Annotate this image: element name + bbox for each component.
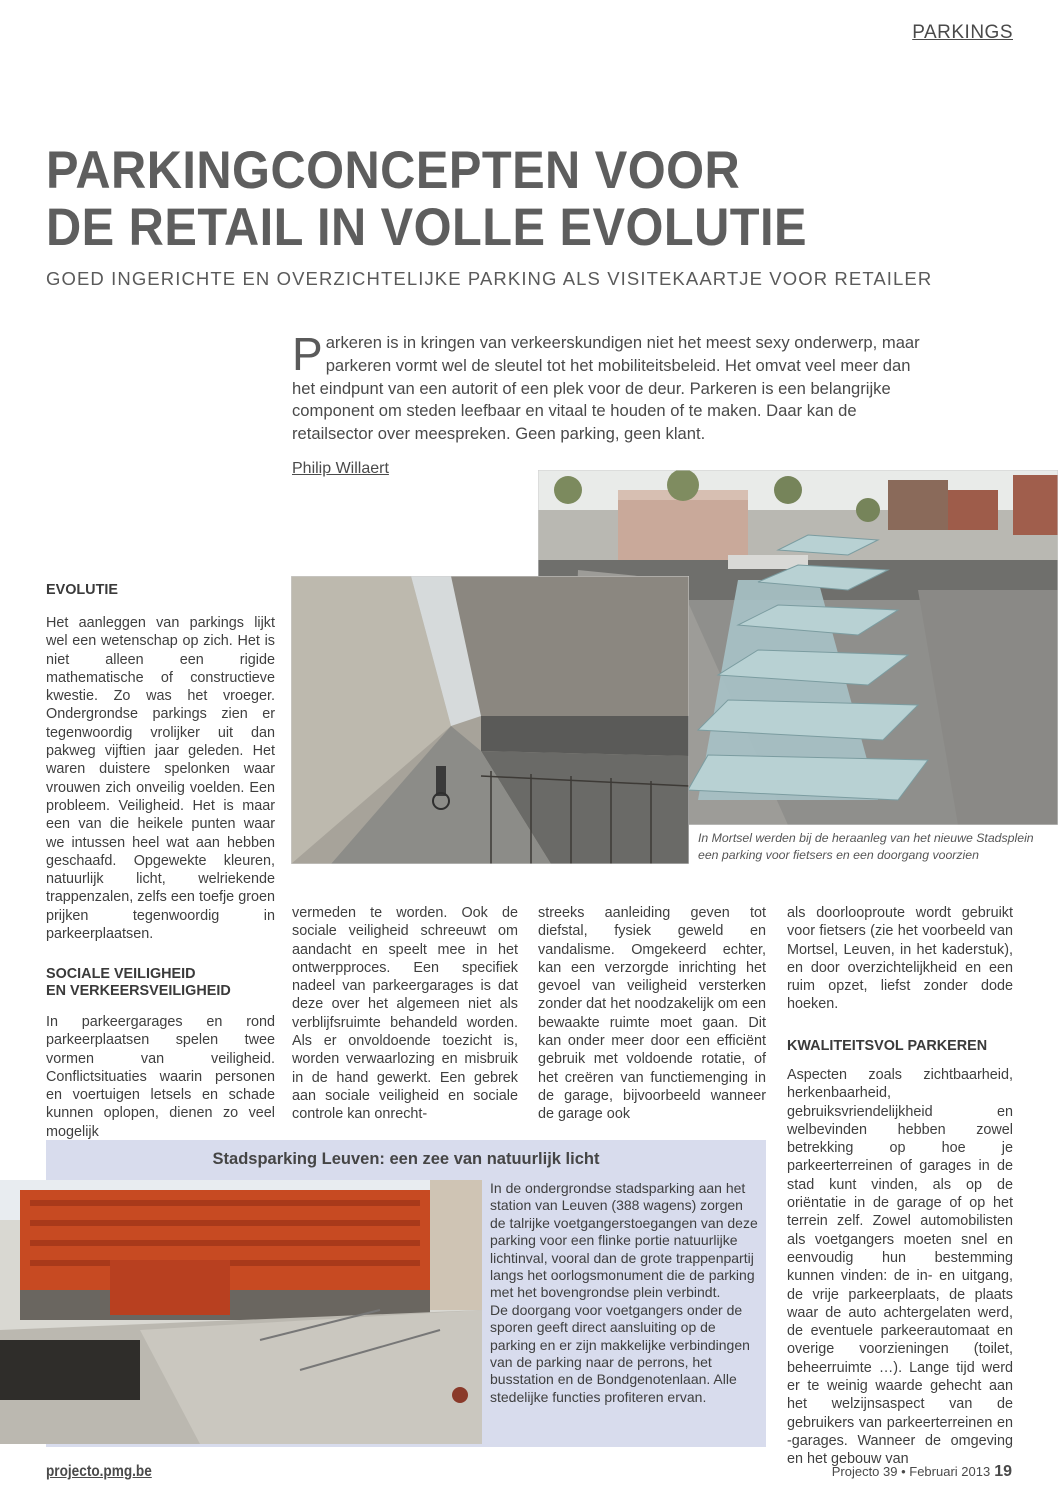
kwaliteit-text: Aspecten zoals zichtbaarheid, herkenbaarheid, gebruiksvriendelijkheid en welbevinden hebben zowel betrekking op hoe je parkeerterreinen of garages in de stad kunt vinden, als op de oriëntatie in de garage of op het terrein zelf. Zowel automobilisten als voetgangers moeten snel en eenvoudig hun bestemming kunnen vinden: de in- en uitgang, de vrije parkeerplaats, de plaats waar de auto achtergelaten werd, de eventuele parkeerautomaat en overige voorzieningen (toilet, beheerruimte …). Lange tijd werd er te weinig waarde gehecht aan het welzijnsaspect van de gebruikers van parkeerterreinen en -garages. Wanneer de omgeving en het gebouw van: [787, 1067, 1013, 1468]
heading-veiligheid: [46, 966, 231, 1000]
intro-paragraph: [292, 328, 932, 446]
title-line-2: DE RETAIL IN VOLLE EVOLUTIE: [46, 198, 808, 257]
article-subtitle: GOED INGERICHTE EN OVERZICHTELIJKE PARKING ALS VISITEKAARTJE VOOR RETAILER: [46, 268, 933, 289]
box-paragraph-2: De doorgang voor voetgangers onder de sporen geeft direct aansluiting op de parking en er zijn makkelijke verbindingen van de parking naar de perrons, het busstation en de Bondgenotenlaan. Alle stedelijke functies profiteren ervan.: [490, 1301, 750, 1405]
section-tag: PARKINGS: [912, 22, 1013, 43]
author-byline: Philip Willaert: [292, 460, 389, 477]
box-title: Stadsparking Leuven: een zee van natuurlijk licht: [212, 1150, 600, 1168]
issue-info: Projecto 39 • Februari 2013: [831, 1464, 991, 1479]
intro-text: arkeren is in kringen van verkeerskundigen niet het meest sexy onderwerp, maar parkeren vormt wel de sleutel tot het mobiliteitsbeleid. Het omvat veel meer dan het eindpunt van een autorit of een plek voor de deur. Parkeren is een belangrijke component om steden leefbaar en vitaal te houden of te maken. Daar kan de retailsector over meespreken. Geen parking, geen klant.: [292, 333, 920, 444]
veiligheid-text: In parkeergarages en rond parkeerplaatsen spelen twee vormen van veiligheid. Conflictsituaties waarin personen en voertuigen letsels en schade kunnen oplopen, dienen zo veel mogelijk: [46, 1014, 275, 1140]
heading-kwaliteitsvol: KWALITEITSVOL PARKEREN: [787, 1038, 988, 1054]
column-2-text: vermeden te worden. Ook de sociale veiligheid schreeuwt om aandacht en speelt mee in het ontwerpproces. Een specifiek nadeel van parkeergarages is dat deze over het algemeen niet als verblijfsruimte behandeld worden. Als er onvoldoende toezicht is, worden verwaarlozing en misbruik in de hand gewerkt. Een gebrek aan sociale veiligheid en sociale controle kan onrecht-: [292, 905, 518, 1123]
footer-website-link[interactable]: projecto.pmg.be: [46, 1463, 152, 1480]
drop-cap: P: [292, 328, 323, 380]
heading-veiligheid-line-1: SOCIALE VEILIGHEID: [46, 966, 196, 982]
column-4-text: als doorlooproute wordt gebruikt voor fietsers (zie het voorbeeld van Mortsel, Leuven, in het kaderstuk), en door overzichtelijkheid en een ruim opzet, liefst zonder dode hoeken.: [787, 905, 1013, 1013]
heading-evolutie: EVOLUTIE: [46, 582, 118, 598]
bicycle-tunnel-photo: [291, 576, 689, 864]
page-number: 19: [994, 1463, 1012, 1480]
leuven-station-photo: [0, 1180, 482, 1444]
box-paragraph-1: In de ondergrondse stadsparking aan het station van Leuven (388 wagens) zorgen de talrijke voetgangerstoegangen van deze parking voor een flinke portie natuurlijke lichtinval, vooral dan de grote trappenpartij langs het oorlogsmonument die de parking met het bovengrondse plein verbindt.: [490, 1180, 758, 1301]
box-text: [490, 1180, 758, 1406]
title-line-1: PARKINGCONCEPTEN VOOR: [46, 141, 741, 200]
evolutie-text: Het aanleggen van parkings lijkt wel een wetenschap op zich. Het is niet alleen een rigide mathematische of constructieve kwestie. Zo was het vroeger. Ondergrondse parkings zien er tegenwoordig vrolijker uit dan pakweg vijftien jaar geleden. Het waren duistere spelonken waar vrouwen zich onveilig voelden. Een probleem. Veiligheid. Het is maar een van die heikele punten waar we intussen heel wat aan hebben geschaafd. Opgewekte kleuren, natuurlijk licht, welriekende trappenzalen, zelfs een toefje groen prijken tegenwoordig in parkeerplaatsen.: [46, 615, 275, 943]
mortsel-photo-caption: In Mortsel werden bij de heraanleg van het nieuwe Stadsplein een parking voor fietsers en een doorgang voorzien: [698, 831, 1034, 862]
column-3-text: streeks aanleiding geven tot diefstal, fysiek geweld en vandalisme. Omgekeerd echter, kan een verzorgde inrichting het gevoel van veiligheid versterken zonder dat het noodzakelijk om een bewaakte ruimte moet gaan. Dit kan onder meer door een efficiënt gebruik met voldoende rotatie, of het creëren van functiemenging in de garage, bijvoorbeeld wanneer de garage ook: [538, 905, 766, 1123]
heading-veiligheid-line-2: EN VERKEERSVEILIGHEID: [46, 983, 231, 999]
footer-issue: [832, 1463, 1012, 1481]
article-title: [46, 142, 807, 256]
